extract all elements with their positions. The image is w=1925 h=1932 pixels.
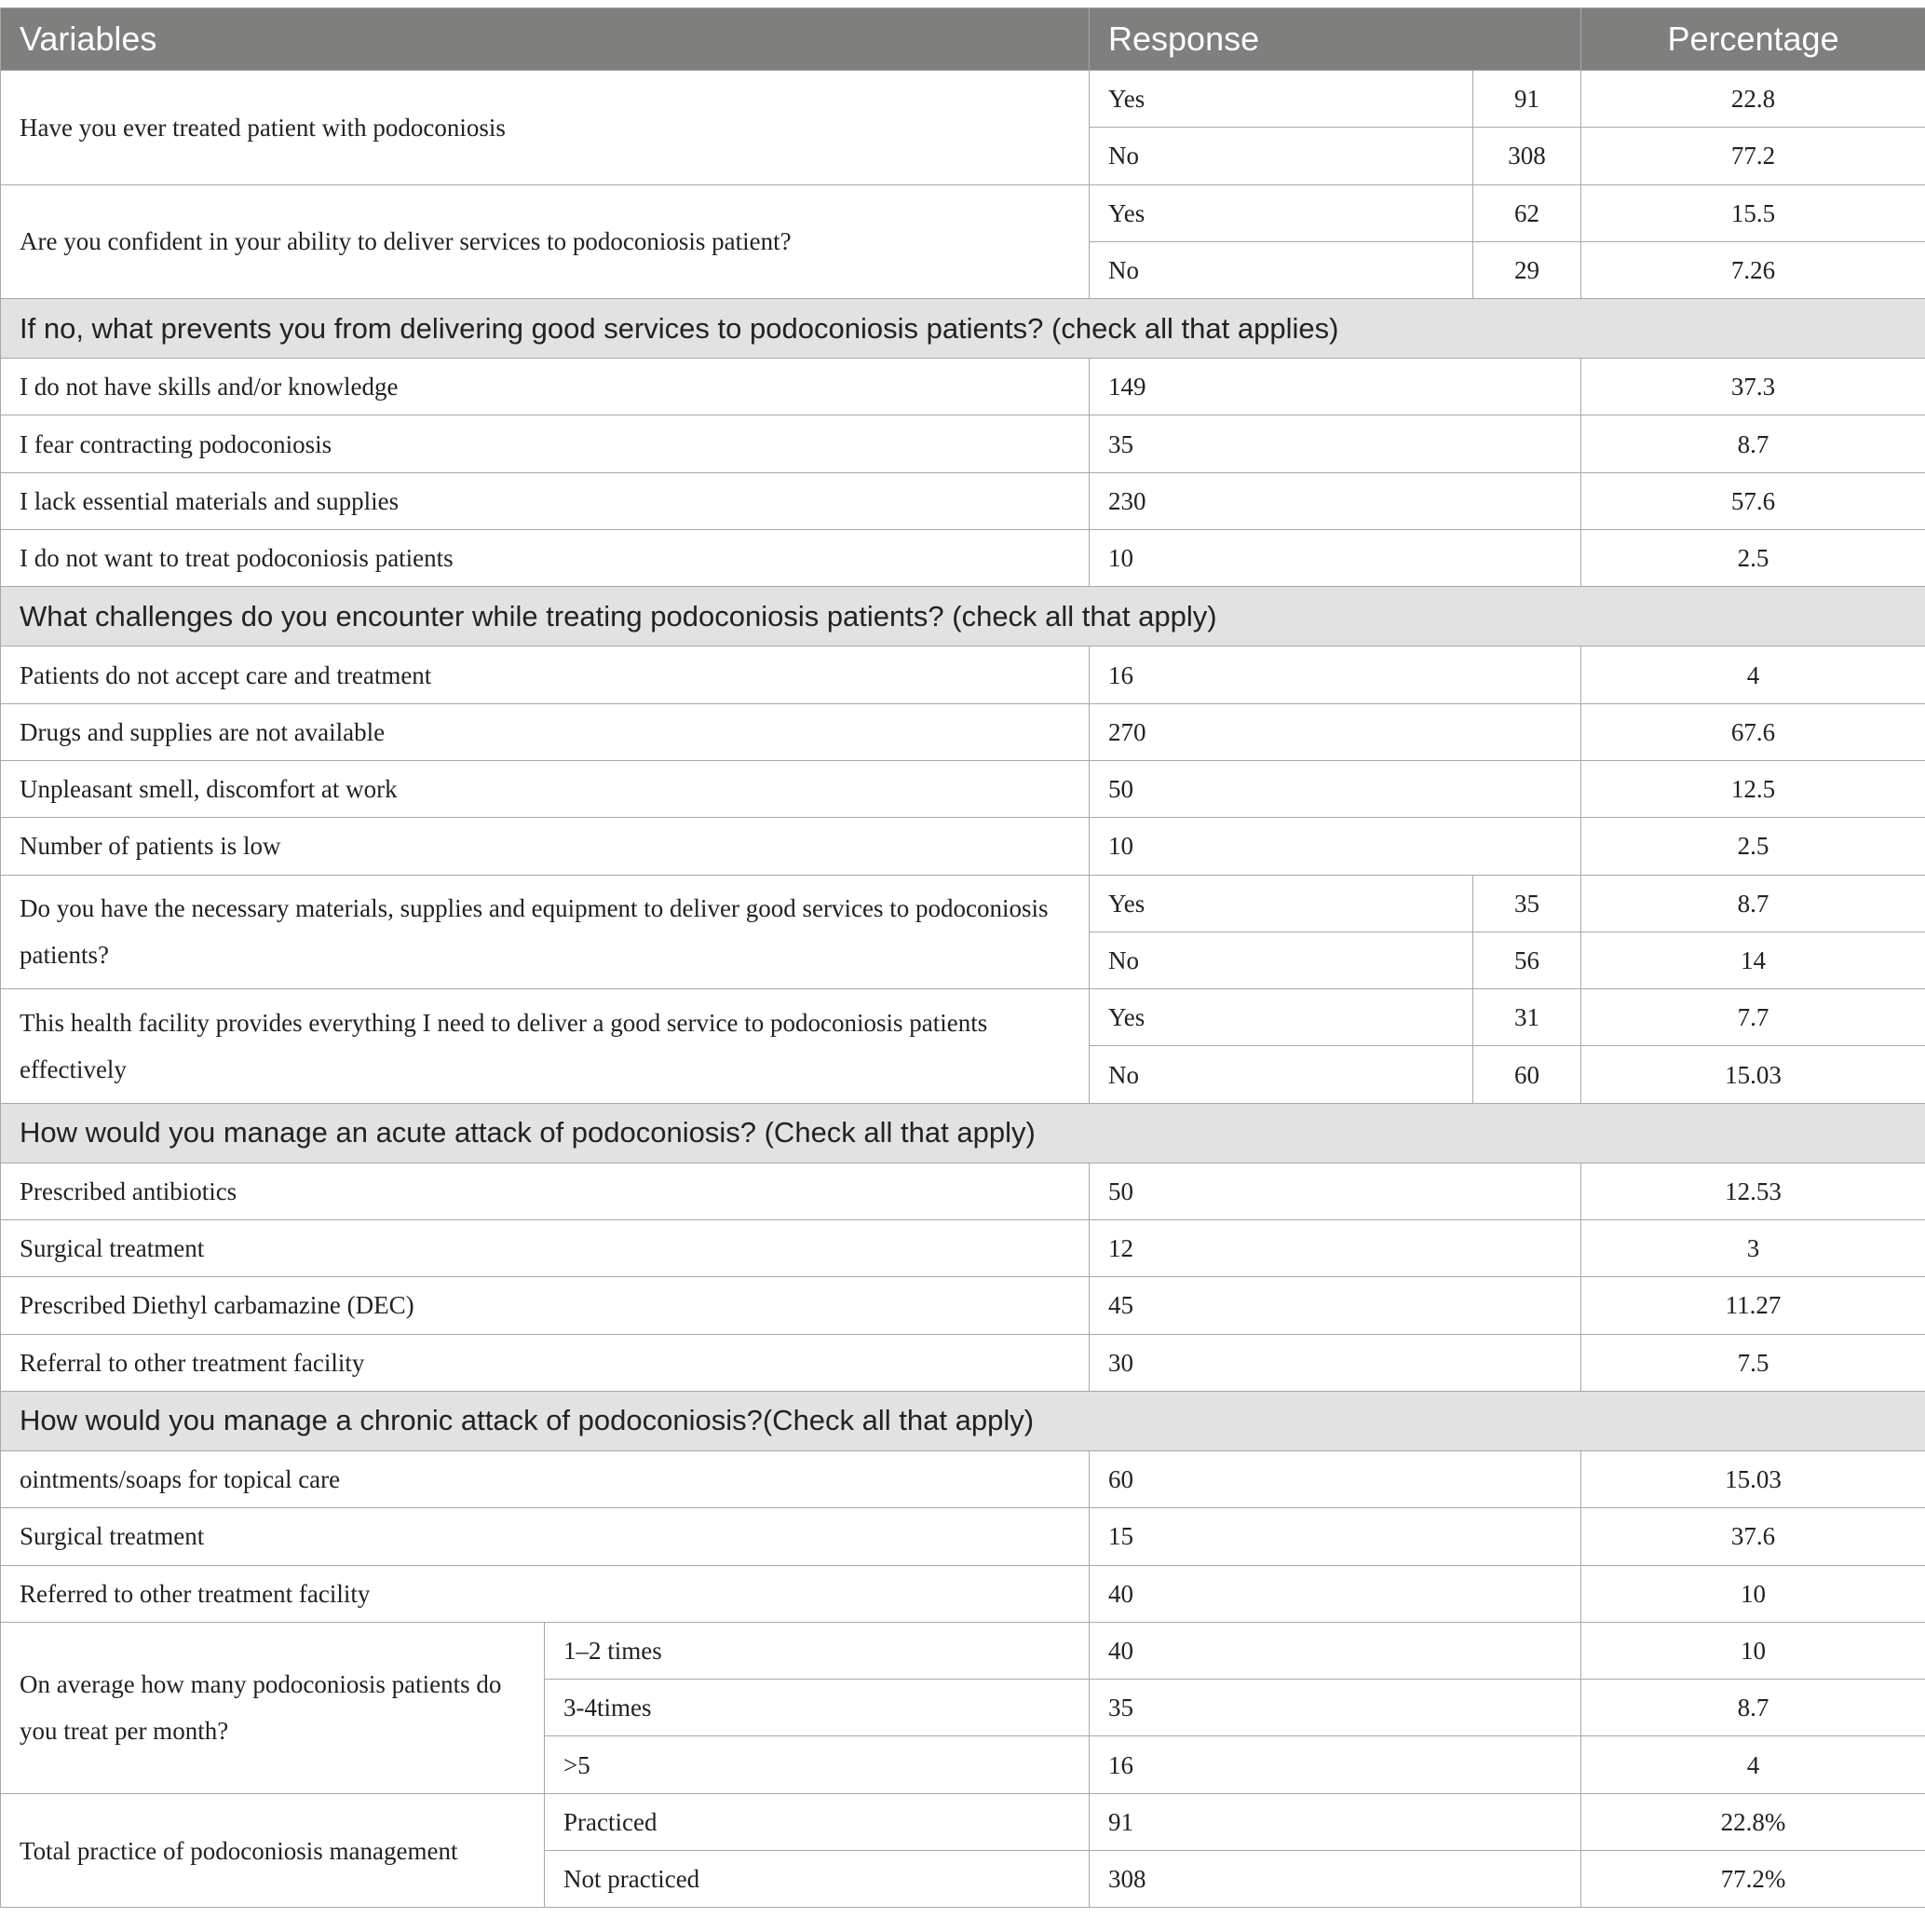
question-treated: Have you ever treated patient with podoconiosis [1,71,1090,185]
row-percentage: 7.5 [1581,1334,1925,1391]
section-header-challenges [1,587,1925,646]
row-percentage: 37.3 [1581,359,1925,415]
response-count: 308 [1473,128,1581,184]
response-percentage: 15.03 [1581,1046,1925,1103]
row-count: 40 [1090,1622,1581,1679]
row-label: Patients do not accept care and treatment [1,646,1090,703]
sub-label: 3-4times [545,1680,1090,1736]
response-label: No [1090,128,1473,184]
response-percentage: 7.7 [1581,989,1925,1046]
row-label: Number of patients is low [1,818,1090,875]
table-header-row [1,8,1925,71]
section-header-chronic [1,1391,1925,1450]
sub-label: Practiced [545,1793,1090,1850]
row-label: Unpleasant smell, discomfort at work [1,760,1090,817]
table-row [1,703,1925,760]
section-header-acute [1,1103,1925,1163]
row-label: I do not want to treat podoconiosis patients [1,530,1090,587]
row-count: 12 [1090,1220,1581,1277]
table-row [1,989,1925,1046]
row-percentage: 77.2% [1581,1851,1925,1908]
row-count: 149 [1090,359,1581,415]
response-percentage: 7.26 [1581,241,1925,298]
row-label: Referred to other treatment facility [1,1565,1090,1622]
sub-label: Not practiced [545,1851,1090,1908]
table-row [1,184,1925,241]
row-label: I lack essential materials and supplies [1,472,1090,529]
row-percentage: 2.5 [1581,530,1925,587]
response-count: 56 [1473,932,1581,988]
row-label: Surgical treatment [1,1220,1090,1277]
table-row [1,760,1925,817]
section-header-prevents [1,299,1925,359]
table-row [1,359,1925,415]
row-label: Prescribed antibiotics [1,1163,1090,1219]
row-count: 10 [1090,530,1581,587]
header-response: Response [1090,8,1581,71]
table-row [1,1508,1925,1565]
row-label: Prescribed Diethyl carbamazine (DEC) [1,1277,1090,1334]
response-percentage: 77.2 [1581,128,1925,184]
row-label: Drugs and supplies are not available [1,703,1090,760]
table-row [1,875,1925,932]
response-count: 29 [1473,241,1581,298]
response-count: 91 [1473,71,1581,128]
header-percentage: Percentage [1581,8,1925,71]
row-count: 50 [1090,1163,1581,1219]
header-variables: Variables [1,8,1090,71]
response-percentage: 8.7 [1581,875,1925,932]
row-count: 230 [1090,472,1581,529]
table-row [1,646,1925,703]
table-row [1,1277,1925,1334]
row-count: 270 [1090,703,1581,760]
row-percentage: 8.7 [1581,1680,1925,1736]
row-percentage: 2.5 [1581,818,1925,875]
row-percentage: 15.03 [1581,1450,1925,1507]
table-row [1,1565,1925,1622]
table-row [1,415,1925,472]
row-label: I do not have skills and/or knowledge [1,359,1090,415]
row-percentage: 12.53 [1581,1163,1925,1219]
row-label: Surgical treatment [1,1508,1090,1565]
response-percentage: 14 [1581,932,1925,988]
sub-label: 1–2 times [545,1622,1090,1679]
table-row [1,1334,1925,1391]
table-row [1,1220,1925,1277]
row-percentage: 10 [1581,1622,1925,1679]
row-count: 30 [1090,1334,1581,1391]
row-count: 60 [1090,1450,1581,1507]
row-percentage: 37.6 [1581,1508,1925,1565]
row-label: Referral to other treatment facility [1,1334,1090,1391]
row-percentage: 3 [1581,1220,1925,1277]
table-row [1,818,1925,875]
table-row [1,530,1925,587]
table-row [1,71,1925,128]
response-label: Yes [1090,184,1473,241]
section-title: How would you manage an acute attack of podoconiosis? (Check all that apply) [1,1103,1925,1163]
row-count: 50 [1090,760,1581,817]
row-percentage: 57.6 [1581,472,1925,529]
response-count: 60 [1473,1046,1581,1103]
section-title: What challenges do you encounter while treating podoconiosis patients? (check all that apply) [1,587,1925,646]
row-percentage: 8.7 [1581,415,1925,472]
row-count: 15 [1090,1508,1581,1565]
row-percentage: 11.27 [1581,1277,1925,1334]
row-percentage: 4 [1581,1736,1925,1793]
response-label: Yes [1090,989,1473,1046]
question-materials: Do you have the necessary materials, supplies and equipment to deliver good services to podoconiosis patients? [1,875,1090,989]
question-monthly: On average how many podoconiosis patients do you treat per month? [1,1622,545,1793]
row-percentage: 10 [1581,1565,1925,1622]
row-count: 35 [1090,1680,1581,1736]
row-percentage: 12.5 [1581,760,1925,817]
row-percentage: 22.8% [1581,1793,1925,1850]
response-label: No [1090,1046,1473,1103]
row-count: 40 [1090,1565,1581,1622]
response-percentage: 22.8 [1581,71,1925,128]
question-confident: Are you confident in your ability to deliver services to podoconiosis patient? [1,184,1090,299]
response-label: No [1090,932,1473,988]
row-count: 10 [1090,818,1581,875]
row-count: 16 [1090,646,1581,703]
response-percentage: 15.5 [1581,184,1925,241]
table-row [1,1163,1925,1219]
table-row [1,1793,1925,1850]
table-row [1,1450,1925,1507]
response-label: Yes [1090,875,1473,932]
row-label: I fear contracting podoconiosis [1,415,1090,472]
row-count: 91 [1090,1793,1581,1850]
row-percentage: 67.6 [1581,703,1925,760]
response-label: Yes [1090,71,1473,128]
row-percentage: 4 [1581,646,1925,703]
results-table [0,7,1925,1908]
sub-label: >5 [545,1736,1090,1793]
response-count: 31 [1473,989,1581,1046]
response-label: No [1090,241,1473,298]
question-facility: This health facility provides everything I need to deliver a good service to podoconiosis patients effectively [1,989,1090,1104]
response-count: 62 [1473,184,1581,241]
row-label: ointments/soaps for topical care [1,1450,1090,1507]
row-count: 35 [1090,415,1581,472]
row-count: 308 [1090,1851,1581,1908]
row-count: 45 [1090,1277,1581,1334]
question-total: Total practice of podoconiosis management [1,1793,545,1908]
row-count: 16 [1090,1736,1581,1793]
table-row [1,472,1925,529]
response-count: 35 [1473,875,1581,932]
section-title: How would you manage a chronic attack of podoconiosis?(Check all that apply) [1,1391,1925,1450]
section-title: If no, what prevents you from delivering good services to podoconiosis patients? (check all that applies) [1,299,1925,359]
table-row [1,1622,1925,1679]
